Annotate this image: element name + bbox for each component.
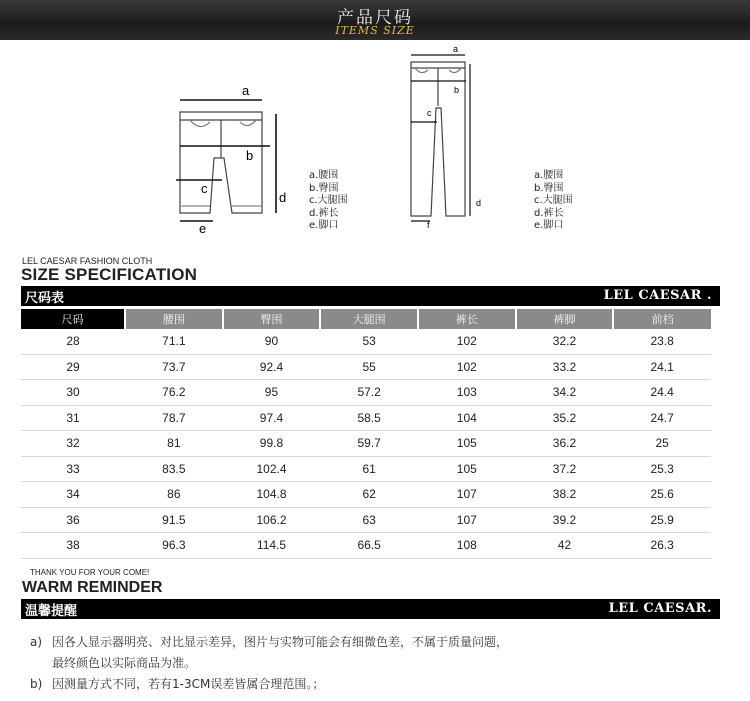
col-header-front-rise: 前档 (613, 309, 711, 329)
cell-hip: 95 (223, 380, 321, 406)
cell-thigh: 63 (320, 507, 418, 533)
shorts-label-e: e (199, 221, 207, 236)
cell-length: 102 (418, 354, 516, 380)
table-row (21, 405, 711, 431)
shorts-label-c: c (201, 181, 208, 196)
cell-length: 105 (418, 456, 516, 482)
pants-dimensions (411, 55, 470, 221)
diagram-svg (0, 40, 750, 250)
note-b-tag: b) (30, 677, 43, 691)
legend-item: a.腰围 (534, 170, 564, 181)
cell-length: 105 (418, 431, 516, 457)
cell-hip: 106.2 (223, 507, 321, 533)
shorts-dimensions (176, 100, 276, 221)
col-header-thigh: 大腿围 (320, 309, 418, 329)
size-table-body (21, 329, 711, 558)
table-row (21, 456, 711, 482)
cell-thigh: 53 (320, 329, 418, 354)
cell-thigh: 66.5 (320, 533, 418, 559)
cell-front-rise: 24.4 (613, 380, 711, 406)
cell-hip: 114.5 (223, 533, 321, 559)
reminder-bar (21, 599, 720, 619)
table-row (21, 329, 711, 354)
cell-hip: 102.4 (223, 456, 321, 482)
size-table-label: 尺码表 (25, 291, 65, 306)
cell-front-rise: 25.9 (613, 507, 711, 533)
cell-hem: 32.2 (516, 329, 614, 354)
cell-front-rise: 23.8 (613, 329, 711, 354)
table-row (21, 507, 711, 533)
cell-size: 28 (21, 329, 125, 354)
brand-caption: LEL CAESAR FASHION CLOTH (22, 256, 153, 266)
cell-front-rise: 25 (613, 431, 711, 457)
cell-thigh: 62 (320, 482, 418, 508)
cell-waist: 73.7 (125, 354, 223, 380)
col-header-size: 尺码 (21, 309, 125, 329)
cell-waist: 83.5 (125, 456, 223, 482)
cell-length: 103 (418, 380, 516, 406)
cell-size: 29 (21, 354, 125, 380)
shorts-label-d: d (279, 190, 287, 205)
cell-length: 107 (418, 482, 516, 508)
size-spec-title: SIZE SPECIFICATION (21, 265, 198, 284)
cell-length: 107 (418, 507, 516, 533)
shorts-label-a: a (242, 83, 250, 98)
legend-item: c.大腿围 (534, 195, 573, 206)
cell-size: 34 (21, 482, 125, 508)
cell-hem: 39.2 (516, 507, 614, 533)
cell-hem: 42 (516, 533, 614, 559)
cell-waist: 81 (125, 431, 223, 457)
warm-reminder-title: WARM REMINDER (22, 579, 163, 596)
cell-hip: 99.8 (223, 431, 321, 457)
cell-front-rise: 26.3 (613, 533, 711, 559)
brand-logo-text: LEL CAESAR. (608, 601, 712, 616)
note-a-text: 因各人显示器明亮、对比显示差异，图片与实物可能会有细微色差，不属于质量问题， (52, 635, 509, 649)
cell-front-rise: 25.6 (613, 482, 711, 508)
cell-thigh: 58.5 (320, 405, 418, 431)
pants-label-d: d (476, 198, 482, 208)
legend-item: d.裤长 (534, 207, 564, 219)
cell-waist: 76.2 (125, 380, 223, 406)
cell-front-rise: 25.3 (613, 456, 711, 482)
col-header-hem: 裤脚 (516, 309, 614, 329)
size-table (21, 309, 711, 559)
brand-logo-text: LEL CAESAR . (603, 288, 712, 303)
cell-hip: 104.8 (223, 482, 321, 508)
reminder-notes (30, 632, 508, 695)
table-row (21, 533, 711, 559)
table-row (21, 354, 711, 380)
cell-thigh: 59.7 (320, 431, 418, 457)
note-b (30, 674, 508, 695)
cell-waist: 78.7 (125, 405, 223, 431)
col-header-length: 裤长 (418, 309, 516, 329)
pants-label-c: c (427, 108, 432, 118)
cell-front-rise: 24.7 (613, 405, 711, 431)
table-header-row (21, 309, 711, 329)
reminder-label: 温馨提醒 (25, 604, 78, 619)
cell-hem: 34.2 (516, 380, 614, 406)
legend-item: e.脚口 (309, 220, 339, 231)
pants-label-a: a (453, 44, 459, 54)
legend-item: d.裤长 (309, 207, 339, 219)
cell-thigh: 57.2 (320, 380, 418, 406)
cell-hem: 35.2 (516, 405, 614, 431)
banner-subtitle: ITEMS SIZE (335, 24, 415, 37)
col-header-waist: 腰围 (125, 309, 223, 329)
cell-thigh: 55 (320, 354, 418, 380)
cell-length: 108 (418, 533, 516, 559)
note-a (30, 632, 508, 653)
cell-length: 104 (418, 405, 516, 431)
banner-title: 产品尺码 (337, 8, 413, 28)
note-a-tag: a) (30, 635, 43, 649)
cell-size: 32 (21, 431, 125, 457)
size-table-bar (21, 286, 720, 306)
table-row (21, 431, 711, 457)
cell-waist: 71.1 (125, 329, 223, 354)
cell-length: 102 (418, 329, 516, 354)
cell-hip: 97.4 (223, 405, 321, 431)
cell-hip: 92.4 (223, 354, 321, 380)
legend-shorts (309, 170, 348, 233)
cell-size: 31 (21, 405, 125, 431)
legend-item: b.臀围 (534, 182, 564, 194)
table-row (21, 380, 711, 406)
pants-label-b: b (454, 85, 460, 95)
cell-hem: 33.2 (516, 354, 614, 380)
cell-hem: 36.2 (516, 431, 614, 457)
cell-size: 30 (21, 380, 125, 406)
cell-hem: 37.2 (516, 456, 614, 482)
cell-size: 38 (21, 533, 125, 559)
measurement-diagram (0, 40, 750, 250)
legend-item: e.脚口 (534, 220, 564, 231)
cell-thigh: 61 (320, 456, 418, 482)
cell-hip: 90 (223, 329, 321, 354)
cell-front-rise: 24.1 (613, 354, 711, 380)
cell-waist: 91.5 (125, 507, 223, 533)
legend-item: a.腰围 (309, 170, 339, 181)
header-banner (0, 0, 750, 40)
thank-you-caption: THANK YOU FOR YOUR COME! (30, 568, 150, 577)
note-a-continued: 最终颜色以实际商品为准。 (52, 656, 197, 670)
col-header-hip: 臀围 (223, 309, 321, 329)
table-row (21, 482, 711, 508)
cell-waist: 86 (125, 482, 223, 508)
cell-size: 33 (21, 456, 125, 482)
cell-hem: 38.2 (516, 482, 614, 508)
shorts-label-b: b (246, 148, 254, 163)
legend-pants (534, 170, 573, 233)
cell-size: 36 (21, 507, 125, 533)
pants-label-f: f (427, 220, 430, 230)
note-b-text: 因测量方式不同，若有1-3CM误差皆属合理范围。； (52, 677, 325, 691)
legend-item: b.臀围 (309, 182, 339, 194)
legend-item: c.大腿围 (309, 195, 348, 206)
cell-waist: 96.3 (125, 533, 223, 559)
